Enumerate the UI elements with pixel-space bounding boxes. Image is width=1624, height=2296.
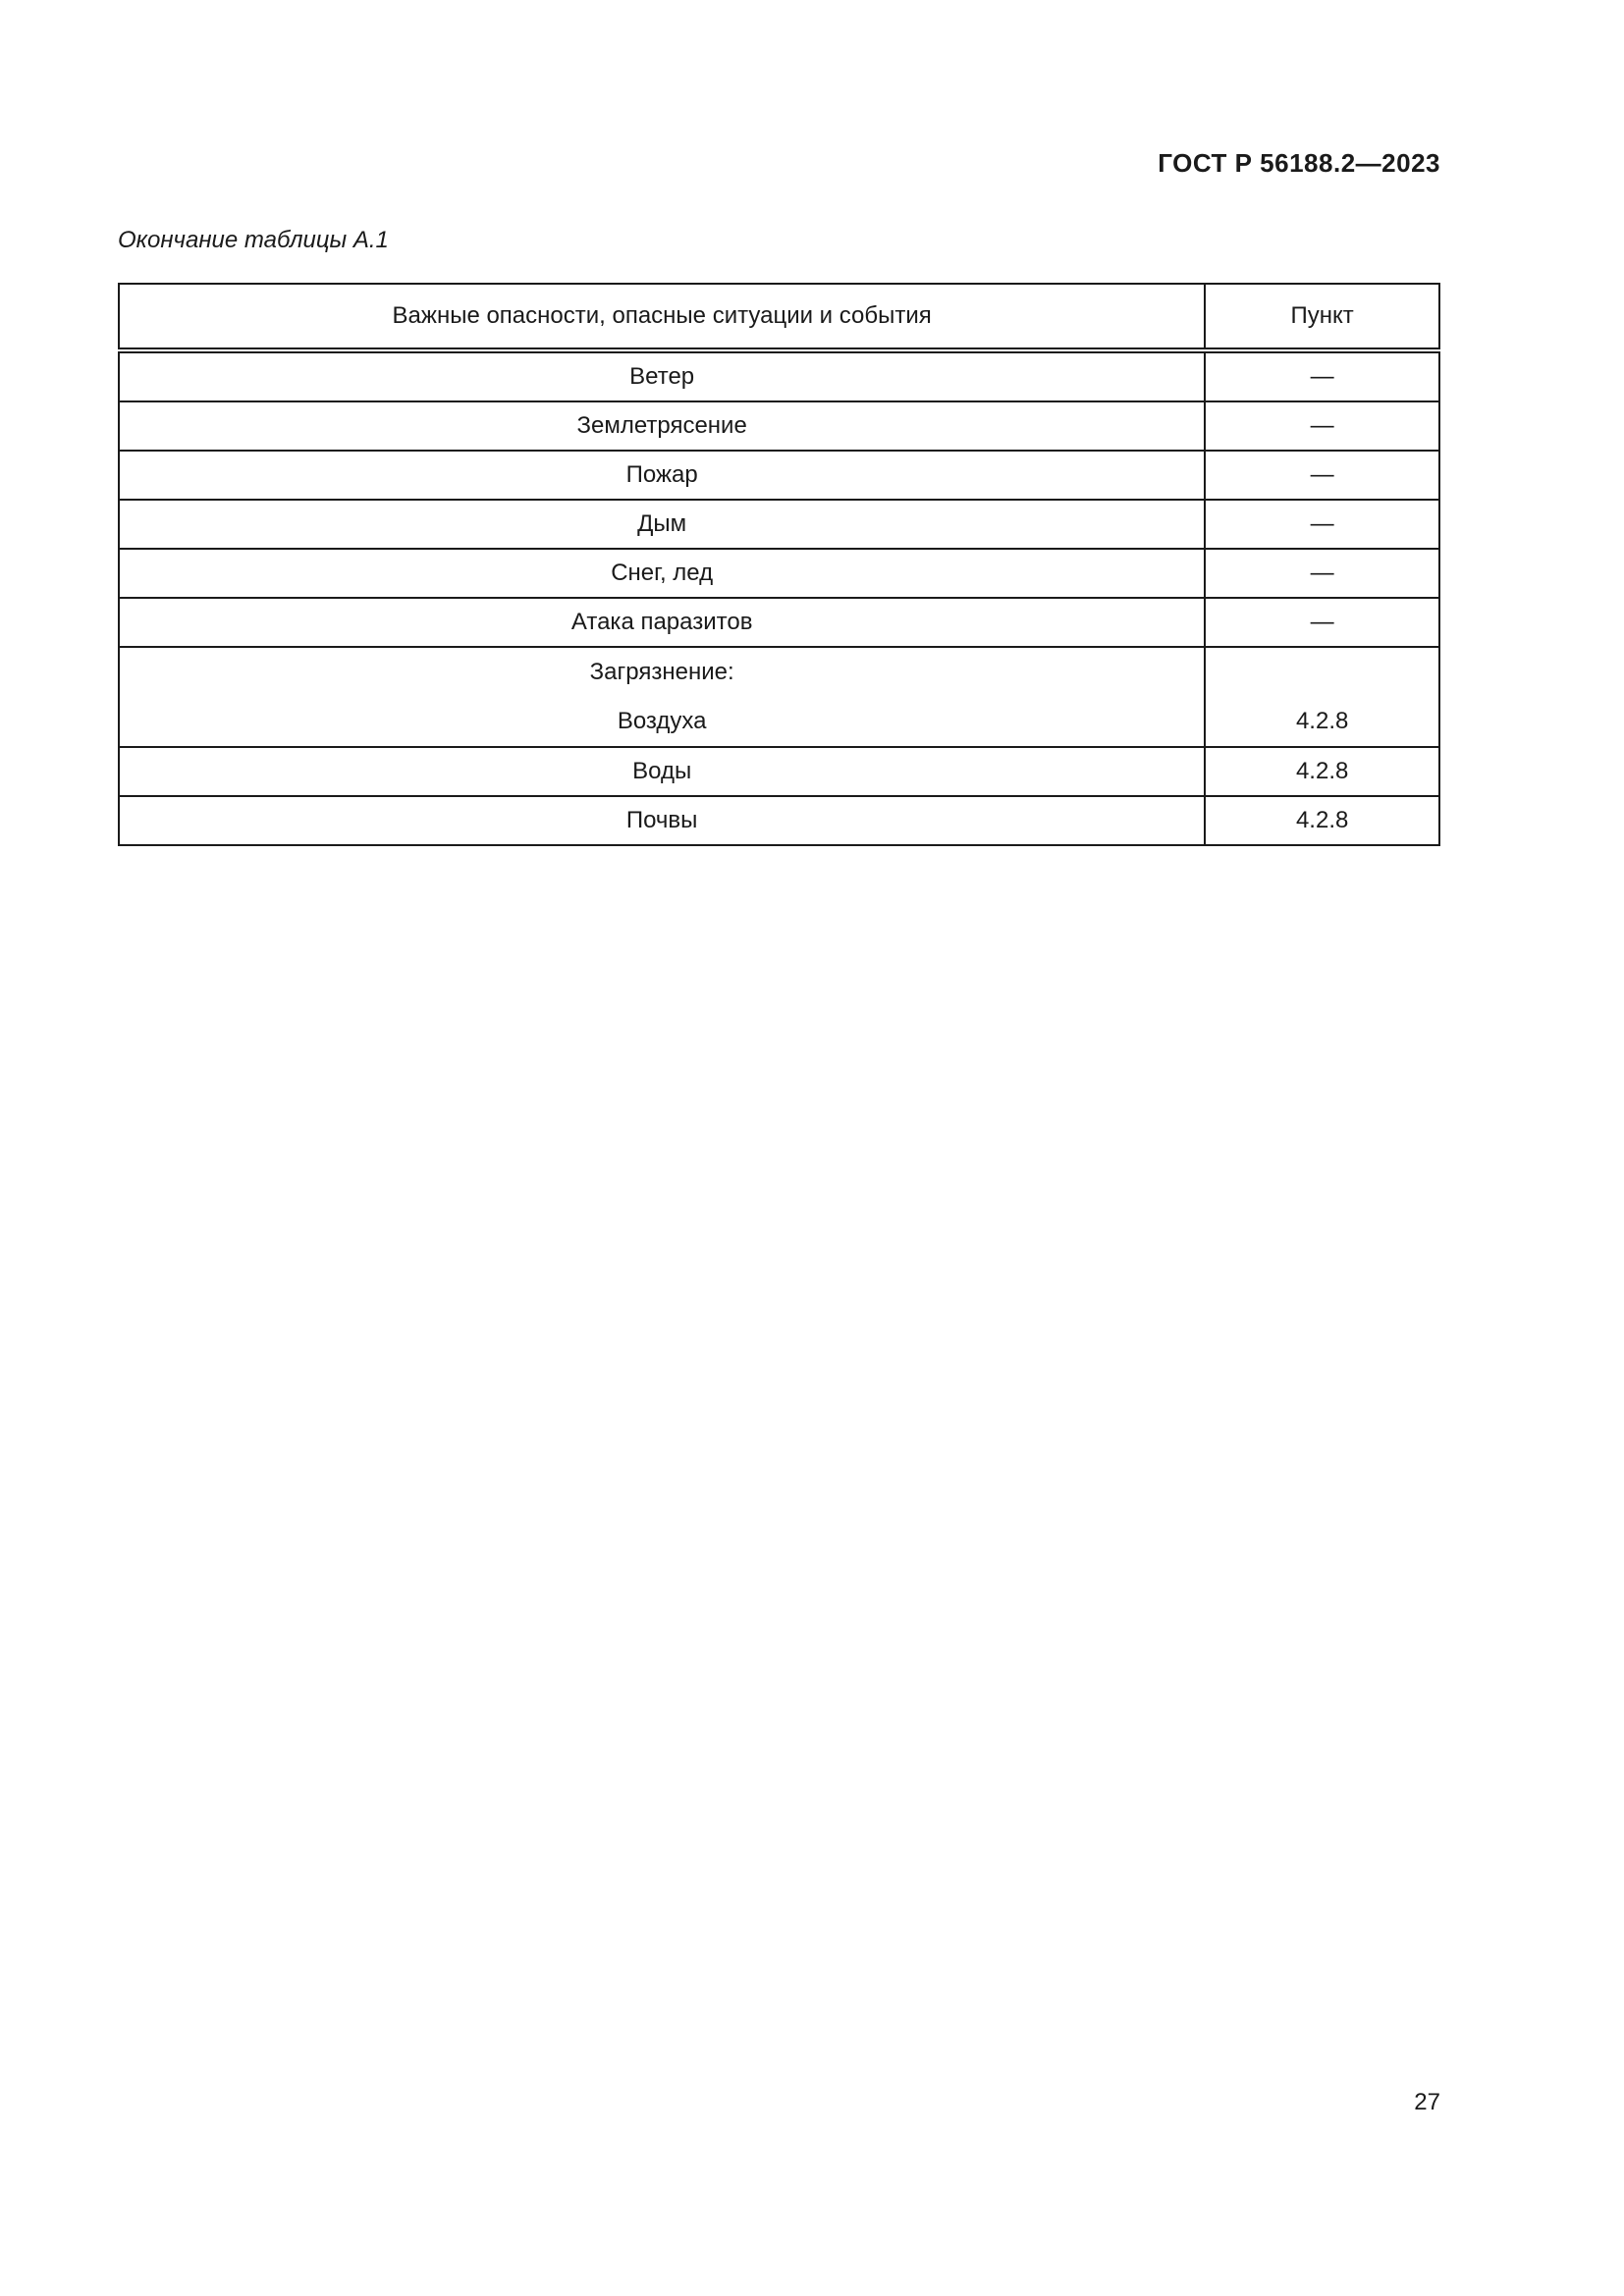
table-row xyxy=(119,350,1439,401)
pollution-clause-cell xyxy=(1205,647,1439,747)
clause-cell: — xyxy=(1205,500,1439,549)
table-row xyxy=(119,747,1439,796)
column-header-hazards: Важные опасности, опасные ситуации и события xyxy=(119,284,1205,350)
table-row xyxy=(119,796,1439,845)
hazard-cell: Ветер xyxy=(119,350,1205,401)
hazard-cell: Атака паразитов xyxy=(119,598,1205,647)
clause-cell: 4.2.8 xyxy=(1205,747,1439,796)
hazards-table xyxy=(118,283,1440,846)
table-row xyxy=(119,598,1439,647)
page-number: 27 xyxy=(1414,2089,1440,2115)
hazard-cell: Снег, лед xyxy=(119,549,1205,598)
hazard-cell: Дым xyxy=(119,500,1205,549)
pollution-air-clause: 4.2.8 xyxy=(1295,708,1349,734)
clause-cell: 4.2.8 xyxy=(1205,796,1439,845)
hazard-cell: Воды xyxy=(119,747,1205,796)
clause-cell: — xyxy=(1205,451,1439,500)
hazard-cell: Пожар xyxy=(119,451,1205,500)
clause-cell: — xyxy=(1205,401,1439,451)
column-header-clause: Пункт xyxy=(1205,284,1439,350)
document-code: ГОСТ Р 56188.2—2023 xyxy=(1158,148,1440,178)
hazard-cell: Землетрясение xyxy=(119,401,1205,451)
table-row xyxy=(119,401,1439,451)
table-row xyxy=(119,500,1439,549)
clause-cell: — xyxy=(1205,350,1439,401)
table-header-row xyxy=(119,284,1439,350)
pollution-title-clause xyxy=(1206,648,1438,697)
pollution-group-cell xyxy=(119,647,1205,747)
table-row xyxy=(119,451,1439,500)
hazard-cell: Почвы xyxy=(119,796,1205,845)
pollution-air-label: Воздуха xyxy=(617,708,707,734)
clause-cell: — xyxy=(1205,598,1439,647)
table-row-pollution-group xyxy=(119,647,1439,747)
clause-cell: — xyxy=(1205,549,1439,598)
table-row xyxy=(119,549,1439,598)
pollution-group-title: Загрязнение: xyxy=(589,659,734,685)
table-caption: Окончание таблицы А.1 xyxy=(118,227,389,253)
